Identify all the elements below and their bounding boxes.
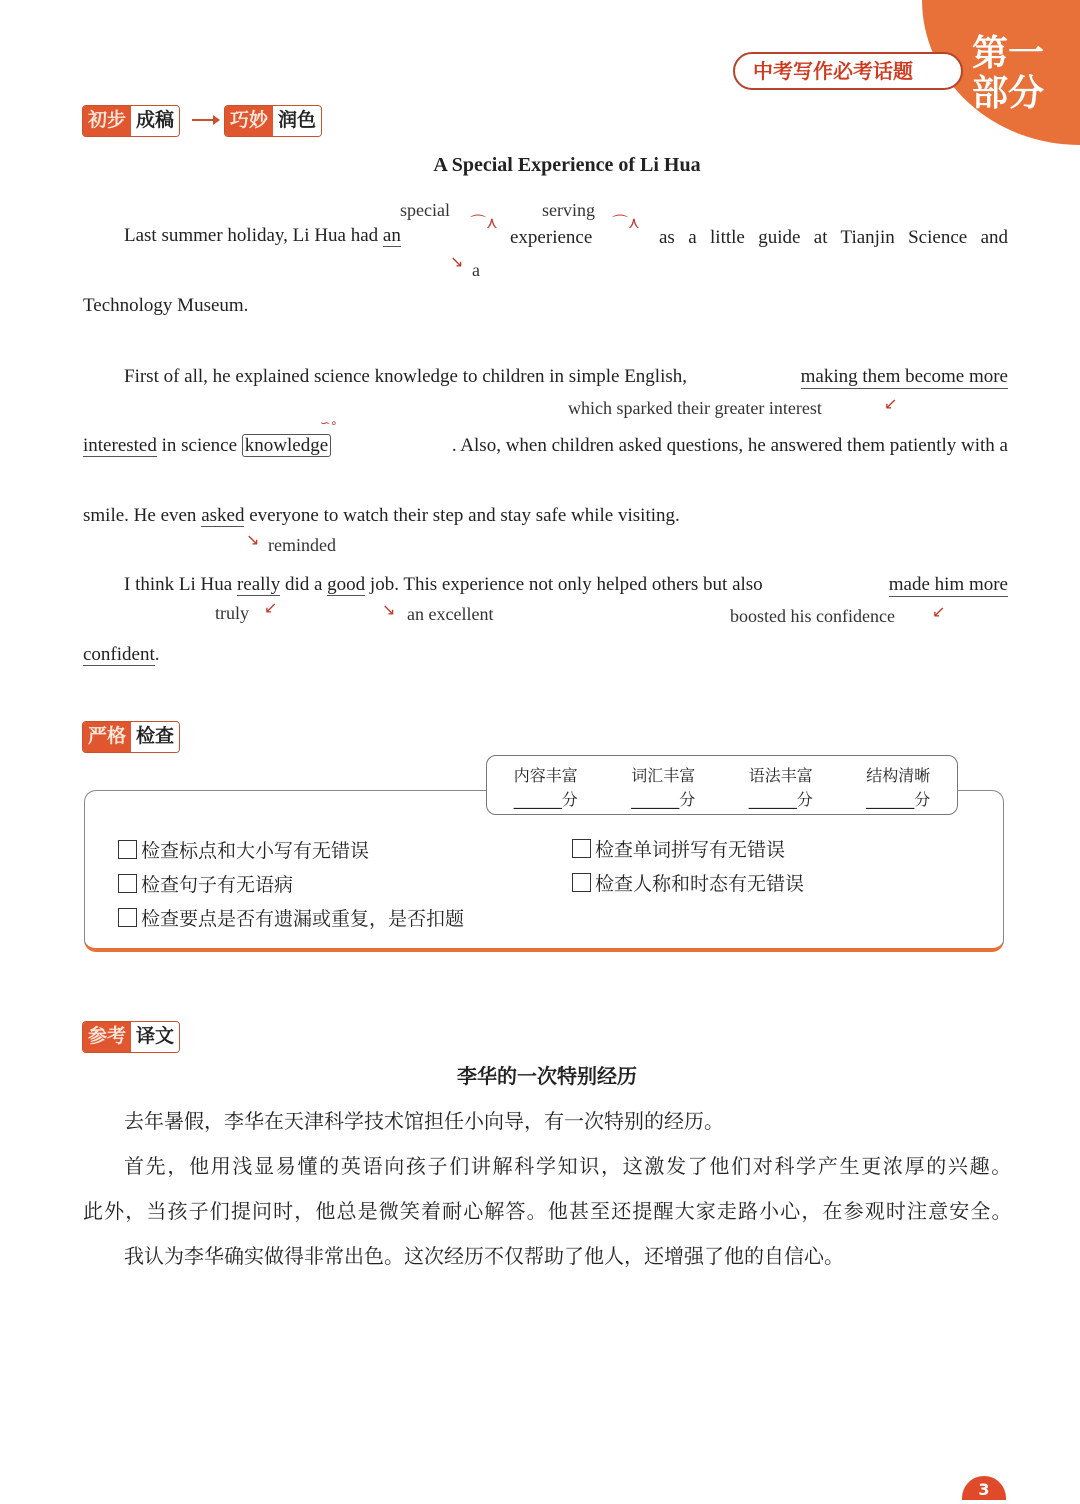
text-underlined: really bbox=[236, 574, 281, 595]
text: First of all, he explained science knowledge to children in simple English, bbox=[124, 366, 688, 387]
score-vocab bbox=[631, 764, 695, 814]
text-underlined: asked bbox=[201, 505, 245, 526]
correction-serving: serving bbox=[542, 200, 595, 220]
checkbox[interactable] bbox=[572, 873, 591, 892]
correction-which: which sparked their greater interest bbox=[568, 398, 822, 418]
delete-mark-icon: ∽∘ bbox=[320, 416, 338, 430]
score-label: 语法丰富 bbox=[748, 766, 813, 785]
score-content bbox=[514, 764, 578, 814]
checkbox-label: 检查标点和大小写有无错误 bbox=[141, 840, 370, 862]
arrow-icon: ↙ bbox=[884, 394, 898, 413]
arrow-icon: ↘ bbox=[246, 530, 260, 549]
tag-draft bbox=[82, 105, 180, 137]
checkbox-label: 检查单词拼写有无错误 bbox=[595, 839, 786, 861]
tag-check-a: 严格 bbox=[83, 722, 131, 752]
essay-line bbox=[124, 574, 1008, 597]
text-underlined: made him more bbox=[888, 574, 1008, 595]
checkbox-item[interactable] bbox=[118, 870, 293, 897]
score-box bbox=[486, 755, 958, 815]
insert-caret-icon: ⌒⋏ bbox=[612, 213, 640, 232]
arrow-icon: ↙ bbox=[264, 598, 278, 617]
checkbox[interactable] bbox=[118, 908, 137, 927]
arrow-icon: ↙ bbox=[932, 602, 946, 621]
tag-check-b: 检查 bbox=[131, 722, 179, 752]
checkbox-item[interactable] bbox=[572, 835, 785, 862]
text-underlined: an bbox=[382, 225, 401, 246]
text-underlined: making them become more bbox=[800, 366, 1008, 387]
essay-text bbox=[124, 225, 401, 247]
section-pill: 中考写作必考话题 bbox=[733, 52, 963, 90]
correction-truly: truly bbox=[215, 603, 249, 623]
score-label: 内容丰富 bbox=[513, 766, 578, 785]
tag-ref-b: 译文 bbox=[131, 1022, 179, 1052]
arrow-icon: ↘ bbox=[382, 600, 396, 619]
tag-ref-a: 参考 bbox=[83, 1022, 131, 1052]
score-blank[interactable]: ______分 bbox=[513, 790, 578, 809]
tag-draft-b: 成稿 bbox=[131, 106, 179, 136]
checkbox-item[interactable] bbox=[118, 904, 464, 931]
text-underlined: confident bbox=[83, 644, 155, 665]
part-label: 第一部分 bbox=[972, 33, 1045, 114]
translation-line: 首先，他用浅显易懂的英语向孩子们讲解科学知识，这激发了他们对科学产生更浓厚的兴趣。 bbox=[124, 1154, 1010, 1178]
text: job. This experience not only helped others but also bbox=[369, 574, 763, 595]
text: as a little guide at Tianjin Science and bbox=[659, 227, 1008, 248]
checkbox-item[interactable] bbox=[572, 869, 804, 896]
text: did a bbox=[284, 574, 323, 595]
correction-a: a bbox=[472, 260, 480, 280]
text: experience bbox=[510, 227, 593, 248]
checkbox[interactable] bbox=[572, 839, 591, 858]
checkbox[interactable] bbox=[118, 840, 137, 859]
text: . bbox=[154, 644, 160, 665]
checkbox-label: 检查要点是否有遗漏或重复，是否扣题 bbox=[141, 908, 465, 930]
tag-polish bbox=[224, 105, 322, 137]
score-blank[interactable]: ______分 bbox=[866, 790, 931, 809]
score-blank[interactable]: ______分 bbox=[631, 790, 696, 809]
text: I think Li Hua bbox=[124, 574, 233, 595]
text: smile. He even bbox=[83, 505, 197, 526]
score-grammar bbox=[749, 764, 813, 814]
translation-line: 此外，当孩子们提问时，他总是微笑着耐心解答。他甚至还提醒大家走路小心，在参观时注意安全。 bbox=[83, 1199, 1010, 1223]
essay-title: A Special Experience of Li Hua bbox=[433, 154, 701, 176]
checkbox-label: 检查句子有无语病 bbox=[141, 874, 294, 896]
tag-reference bbox=[82, 1021, 180, 1053]
correction-reminded: reminded bbox=[268, 535, 336, 555]
text: . Also, when children asked questions, he answered them patiently with a bbox=[451, 435, 1008, 456]
essay-line bbox=[124, 366, 1008, 389]
score-structure bbox=[866, 764, 930, 814]
tag-draft-a: 初步 bbox=[83, 106, 131, 136]
arrow-icon bbox=[192, 119, 218, 121]
score-label: 词汇丰富 bbox=[631, 766, 696, 785]
text: Technology Museum. bbox=[83, 295, 249, 316]
checkbox[interactable] bbox=[118, 874, 137, 893]
tag-check bbox=[82, 721, 180, 753]
translation-line: 去年暑假，李华在天津科学技术馆担任小向导，有一次特别的经历。 bbox=[124, 1109, 724, 1133]
tag-polish-a: 巧妙 bbox=[225, 106, 273, 136]
score-label: 结构清晰 bbox=[866, 766, 931, 785]
insert-caret-icon: ⌒⋏ bbox=[470, 213, 498, 232]
essay-line bbox=[83, 505, 680, 527]
score-blank[interactable]: ______分 bbox=[748, 790, 813, 809]
checkbox-item[interactable] bbox=[118, 836, 369, 863]
translation-line: 我认为李华确实做得非常出色。这次经历不仅帮助了他人，还增强了他的自信心。 bbox=[124, 1244, 844, 1268]
correction-excellent: an excellent bbox=[407, 604, 494, 624]
text: everyone to watch their step and stay safe while visiting. bbox=[249, 505, 680, 526]
translation-title: 李华的一次特别经历 bbox=[457, 1064, 637, 1088]
essay-line bbox=[83, 435, 1008, 457]
correction-special: special bbox=[400, 200, 450, 220]
page-number: 3 bbox=[962, 1476, 1006, 1500]
text: in science bbox=[161, 435, 238, 456]
replace-arrow-icon: ↘ bbox=[450, 252, 464, 271]
checkbox-label: 检查人称和时态有无错误 bbox=[595, 873, 805, 895]
text-underlined: interested bbox=[83, 435, 157, 456]
text: Last summer holiday, Li Hua had bbox=[124, 225, 379, 246]
text-boxed-delete: knowledge bbox=[242, 434, 331, 457]
correction-boosted: boosted his confidence bbox=[730, 606, 895, 626]
tag-polish-b: 润色 bbox=[273, 106, 321, 136]
text-underlined: good bbox=[327, 574, 366, 595]
